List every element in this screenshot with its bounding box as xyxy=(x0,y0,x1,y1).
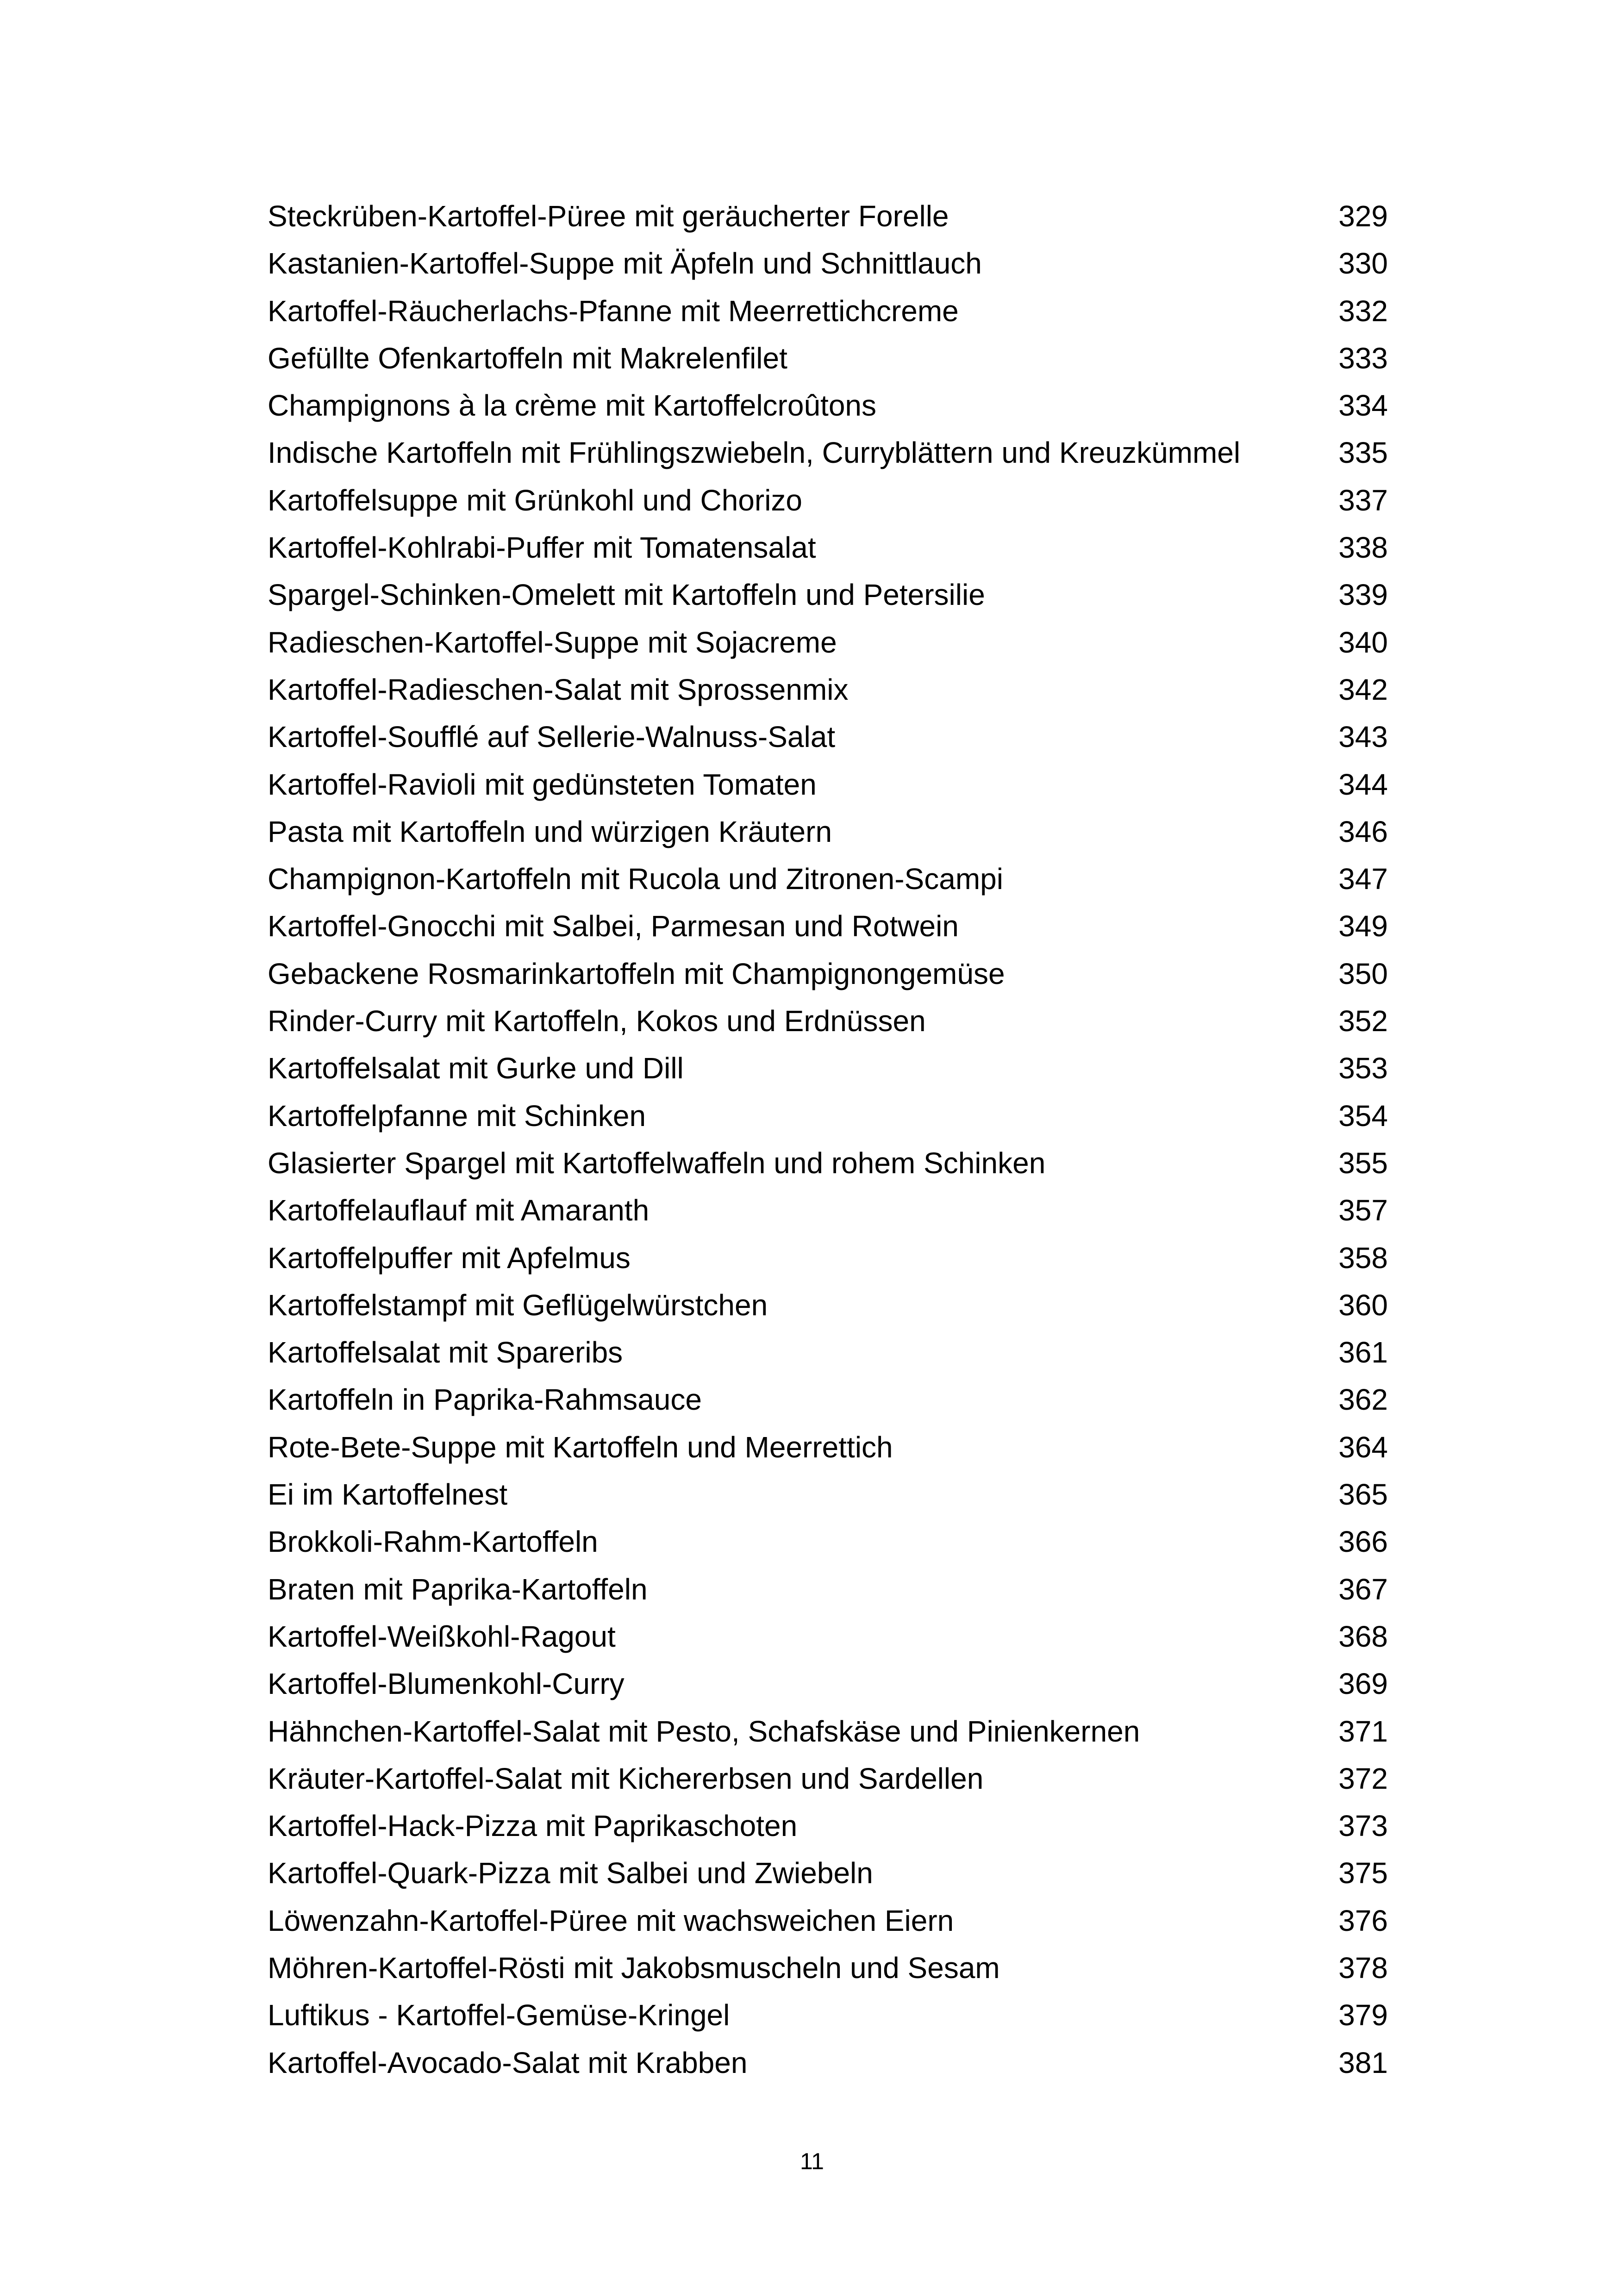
toc-entry-title: Glasierter Spargel mit Kartoffelwaffeln und rohem Schinken xyxy=(268,1146,1046,1180)
toc-entry-title: Kartoffel-Soufflé auf Sellerie-Walnuss-Salat xyxy=(268,720,836,754)
toc-entry-page: 337 xyxy=(1338,483,1388,517)
toc-entry xyxy=(268,1897,1388,1944)
table-of-contents xyxy=(268,193,1388,2086)
toc-entry-page: 368 xyxy=(1338,1619,1388,1653)
toc-entry xyxy=(268,1660,1388,1707)
toc-entry-page: 372 xyxy=(1338,1761,1388,1795)
toc-entry xyxy=(268,1424,1388,1471)
toc-entry-title: Kartoffel-Räucherlachs-Pfanne mit Meerrettichcreme xyxy=(268,294,959,328)
toc-entry-title: Löwenzahn-Kartoffel-Püree mit wachsweichen Eiern xyxy=(268,1904,954,1937)
toc-entry-page: 339 xyxy=(1338,578,1388,612)
toc-entry xyxy=(268,855,1388,902)
toc-entry xyxy=(268,1849,1388,1897)
toc-entry-page: 355 xyxy=(1338,1146,1388,1180)
toc-entry xyxy=(268,1708,1388,1755)
toc-entry-title: Braten mit Paprika-Kartoffeln xyxy=(268,1572,648,1606)
toc-entry xyxy=(268,524,1388,571)
toc-entry xyxy=(268,1566,1388,1613)
toc-entry xyxy=(268,808,1388,855)
toc-entry xyxy=(268,240,1388,287)
toc-entry-title: Gebackene Rosmarinkartoffeln mit Champignongemüse xyxy=(268,957,1005,990)
toc-entry-page: 335 xyxy=(1338,436,1388,470)
toc-entry-title: Kartoffelsuppe mit Grünkohl und Chorizo xyxy=(268,483,802,517)
toc-entry-page: 376 xyxy=(1338,1904,1388,1937)
toc-entry-title: Kartoffel-Weißkohl-Ragout xyxy=(268,1619,616,1653)
toc-entry-title: Kartoffelpfanne mit Schinken xyxy=(268,1099,646,1132)
toc-entry xyxy=(268,477,1388,524)
toc-entry-title: Luftikus - Kartoffel-Gemüse-Kringel xyxy=(268,1998,730,2032)
toc-entry-title: Rote-Bete-Suppe mit Kartoffeln und Meerrettich xyxy=(268,1430,893,1464)
toc-entry xyxy=(268,619,1388,666)
toc-entry-title: Kartoffelsalat mit Gurke und Dill xyxy=(268,1052,684,1085)
toc-entry-page: 381 xyxy=(1338,2046,1388,2079)
toc-entry-page: 330 xyxy=(1338,247,1388,280)
toc-entry-page: 334 xyxy=(1338,389,1388,423)
toc-entry-title: Kartoffel-Quark-Pizza mit Salbei und Zwiebeln xyxy=(268,1856,873,1890)
toc-entry xyxy=(268,761,1388,808)
toc-entry-title: Kartoffel-Avocado-Salat mit Krabben xyxy=(268,2046,748,2079)
toc-entry-page: 361 xyxy=(1338,1336,1388,1369)
toc-entry-title: Radieschen-Kartoffel-Suppe mit Sojacreme xyxy=(268,625,837,659)
toc-entry xyxy=(268,1329,1388,1376)
toc-entry xyxy=(268,713,1388,760)
toc-entry xyxy=(268,997,1388,1045)
toc-entry xyxy=(268,382,1388,429)
toc-entry-page: 379 xyxy=(1338,1998,1388,2032)
toc-entry-page: 364 xyxy=(1338,1430,1388,1464)
toc-entry xyxy=(268,1187,1388,1234)
toc-entry-title: Kartoffel-Hack-Pizza mit Paprikaschoten xyxy=(268,1809,798,1843)
toc-entry-title: Kartoffel-Gnocchi mit Salbei, Parmesan und Rotwein xyxy=(268,909,959,943)
toc-entry-title: Kartoffel-Ravioli mit gedünsteten Tomaten xyxy=(268,767,817,801)
toc-entry-title: Pasta mit Kartoffeln und würzigen Kräutern xyxy=(268,815,832,848)
toc-entry-title: Kartoffelsalat mit Spareribs xyxy=(268,1336,623,1369)
toc-entry-page: 344 xyxy=(1338,767,1388,801)
toc-entry xyxy=(268,335,1388,382)
toc-entry-title: Möhren-Kartoffel-Rösti mit Jakobsmuscheln und Sesam xyxy=(268,1951,1000,1985)
toc-entry-title: Hähnchen-Kartoffel-Salat mit Pesto, Schafskäse und Pinienkernen xyxy=(268,1714,1140,1748)
toc-entry xyxy=(268,2039,1388,2086)
toc-entry-page: 367 xyxy=(1338,1572,1388,1606)
toc-entry-title: Brokkoli-Rahm-Kartoffeln xyxy=(268,1525,598,1559)
toc-entry-title: Ei im Kartoffelnest xyxy=(268,1478,508,1512)
toc-entry xyxy=(268,1991,1388,2039)
toc-entry-page: 329 xyxy=(1338,199,1388,233)
toc-entry-page: 349 xyxy=(1338,909,1388,943)
toc-entry-page: 354 xyxy=(1338,1099,1388,1132)
toc-entry-title: Kartoffel-Kohlrabi-Puffer mit Tomatensalat xyxy=(268,531,816,565)
toc-entry-page: 358 xyxy=(1338,1241,1388,1275)
toc-entry xyxy=(268,1234,1388,1282)
toc-entry-title: Gefüllte Ofenkartoffeln mit Makrelenfilet xyxy=(268,341,787,375)
toc-entry-page: 369 xyxy=(1338,1667,1388,1701)
toc-entry-page: 350 xyxy=(1338,957,1388,990)
toc-entry-page: 353 xyxy=(1338,1052,1388,1085)
toc-entry-page: 373 xyxy=(1338,1809,1388,1843)
toc-entry-title: Kastanien-Kartoffel-Suppe mit Äpfeln und Schnittlauch xyxy=(268,247,982,280)
toc-entry xyxy=(268,1045,1388,1092)
toc-entry-page: 347 xyxy=(1338,862,1388,896)
toc-entry xyxy=(268,950,1388,997)
toc-entry-page: 357 xyxy=(1338,1194,1388,1227)
toc-entry xyxy=(268,193,1388,240)
toc-entry-page: 352 xyxy=(1338,1004,1388,1038)
toc-entry-title: Kartoffelstampf mit Geflügelwürstchen xyxy=(268,1288,768,1322)
toc-entry xyxy=(268,287,1388,335)
toc-entry-title: Indische Kartoffeln mit Frühlingszwiebeln, Curryblättern und Kreuzkümmel xyxy=(268,436,1241,470)
toc-entry-title: Steckrüben-Kartoffel-Püree mit geräucherter Forelle xyxy=(268,199,949,233)
toc-entry-title: Kartoffel-Radieschen-Salat mit Sprossenmix xyxy=(268,672,849,706)
toc-entry-page: 366 xyxy=(1338,1525,1388,1559)
toc-entry-page: 333 xyxy=(1338,341,1388,375)
toc-entry xyxy=(268,1139,1388,1187)
toc-entry xyxy=(268,666,1388,713)
toc-entry-page: 365 xyxy=(1338,1478,1388,1512)
page-number: 11 xyxy=(800,2148,824,2174)
toc-entry xyxy=(268,1518,1388,1565)
toc-entry-page: 378 xyxy=(1338,1951,1388,1985)
toc-entry-title: Rinder-Curry mit Kartoffeln, Kokos und Erdnüssen xyxy=(268,1004,926,1038)
toc-entry xyxy=(268,1282,1388,1329)
toc-entry xyxy=(268,571,1388,618)
toc-entry-page: 375 xyxy=(1338,1856,1388,1890)
toc-entry-page: 338 xyxy=(1338,531,1388,565)
toc-entry-page: 340 xyxy=(1338,625,1388,659)
toc-entry-title: Kartoffelpuffer mit Apfelmus xyxy=(268,1241,631,1275)
toc-entry-page: 371 xyxy=(1338,1714,1388,1748)
toc-entry xyxy=(268,1471,1388,1518)
toc-entry-page: 362 xyxy=(1338,1383,1388,1417)
toc-entry xyxy=(268,1613,1388,1660)
toc-entry-title: Spargel-Schinken-Omelett mit Kartoffeln und Petersilie xyxy=(268,578,985,612)
toc-entry xyxy=(268,1755,1388,1802)
toc-entry xyxy=(268,1092,1388,1139)
toc-entry-page: 360 xyxy=(1338,1288,1388,1322)
toc-entry-title: Kartoffeln in Paprika-Rahmsauce xyxy=(268,1383,702,1417)
toc-entry-page: 332 xyxy=(1338,294,1388,328)
toc-entry xyxy=(268,1944,1388,1991)
toc-entry-title: Kartoffelauflauf mit Amaranth xyxy=(268,1194,650,1227)
toc-entry xyxy=(268,1802,1388,1849)
toc-entry-title: Champignons à la crème mit Kartoffelcroûtons xyxy=(268,389,876,423)
toc-entry-title: Kartoffel-Blumenkohl-Curry xyxy=(268,1667,625,1701)
toc-entry-title: Champignon-Kartoffeln mit Rucola und Zitronen-Scampi xyxy=(268,862,1003,896)
toc-entry xyxy=(268,1376,1388,1423)
toc-entry-page: 343 xyxy=(1338,720,1388,754)
toc-entry xyxy=(268,429,1388,476)
toc-entry-page: 342 xyxy=(1338,672,1388,706)
toc-entry-title: Kräuter-Kartoffel-Salat mit Kichererbsen und Sardellen xyxy=(268,1761,984,1795)
toc-entry xyxy=(268,902,1388,950)
toc-entry-page: 346 xyxy=(1338,815,1388,848)
